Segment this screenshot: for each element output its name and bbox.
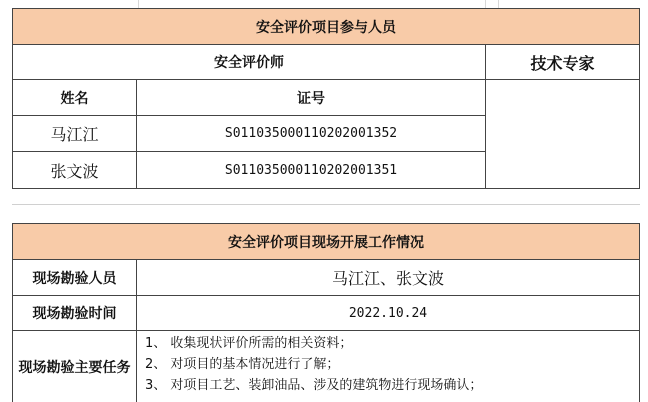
- divider: [12, 204, 640, 205]
- person-name: 张文波: [12, 151, 137, 189]
- table2-title: 安全评价项目现场开展工作情况: [12, 223, 640, 260]
- evaluator-header: 安全评价师: [12, 44, 486, 80]
- task-item: 2、 对项目的基本情况进行了解；: [145, 357, 340, 372]
- people-value: 马江江、张文波: [136, 259, 640, 296]
- person-name: 马江江: [12, 115, 137, 152]
- person-cert: S011035000110202001351: [136, 151, 486, 189]
- task-item: 3、 对项目工艺、装卸油品、涉及的建筑物进行现场确认；: [145, 378, 483, 393]
- tasks-label: 现场勘验主要任务: [12, 330, 137, 402]
- people-label: 现场勘验人员: [12, 259, 137, 296]
- time-value: 2022.10.24: [136, 295, 640, 331]
- col-cert-header: 证号: [136, 79, 486, 116]
- table1-title: 安全评价项目参与人员: [12, 8, 640, 45]
- col-name-header: 姓名: [12, 79, 137, 116]
- expert-header: 技术专家: [485, 44, 640, 80]
- task-item: 1、 收集现状评价所需的相关资料；: [145, 336, 353, 351]
- person-cert: S011035000110202001352: [136, 115, 486, 152]
- time-label: 现场勘验时间: [12, 295, 137, 331]
- expert-empty-cell: [485, 79, 640, 189]
- tasks-list: [136, 330, 640, 402]
